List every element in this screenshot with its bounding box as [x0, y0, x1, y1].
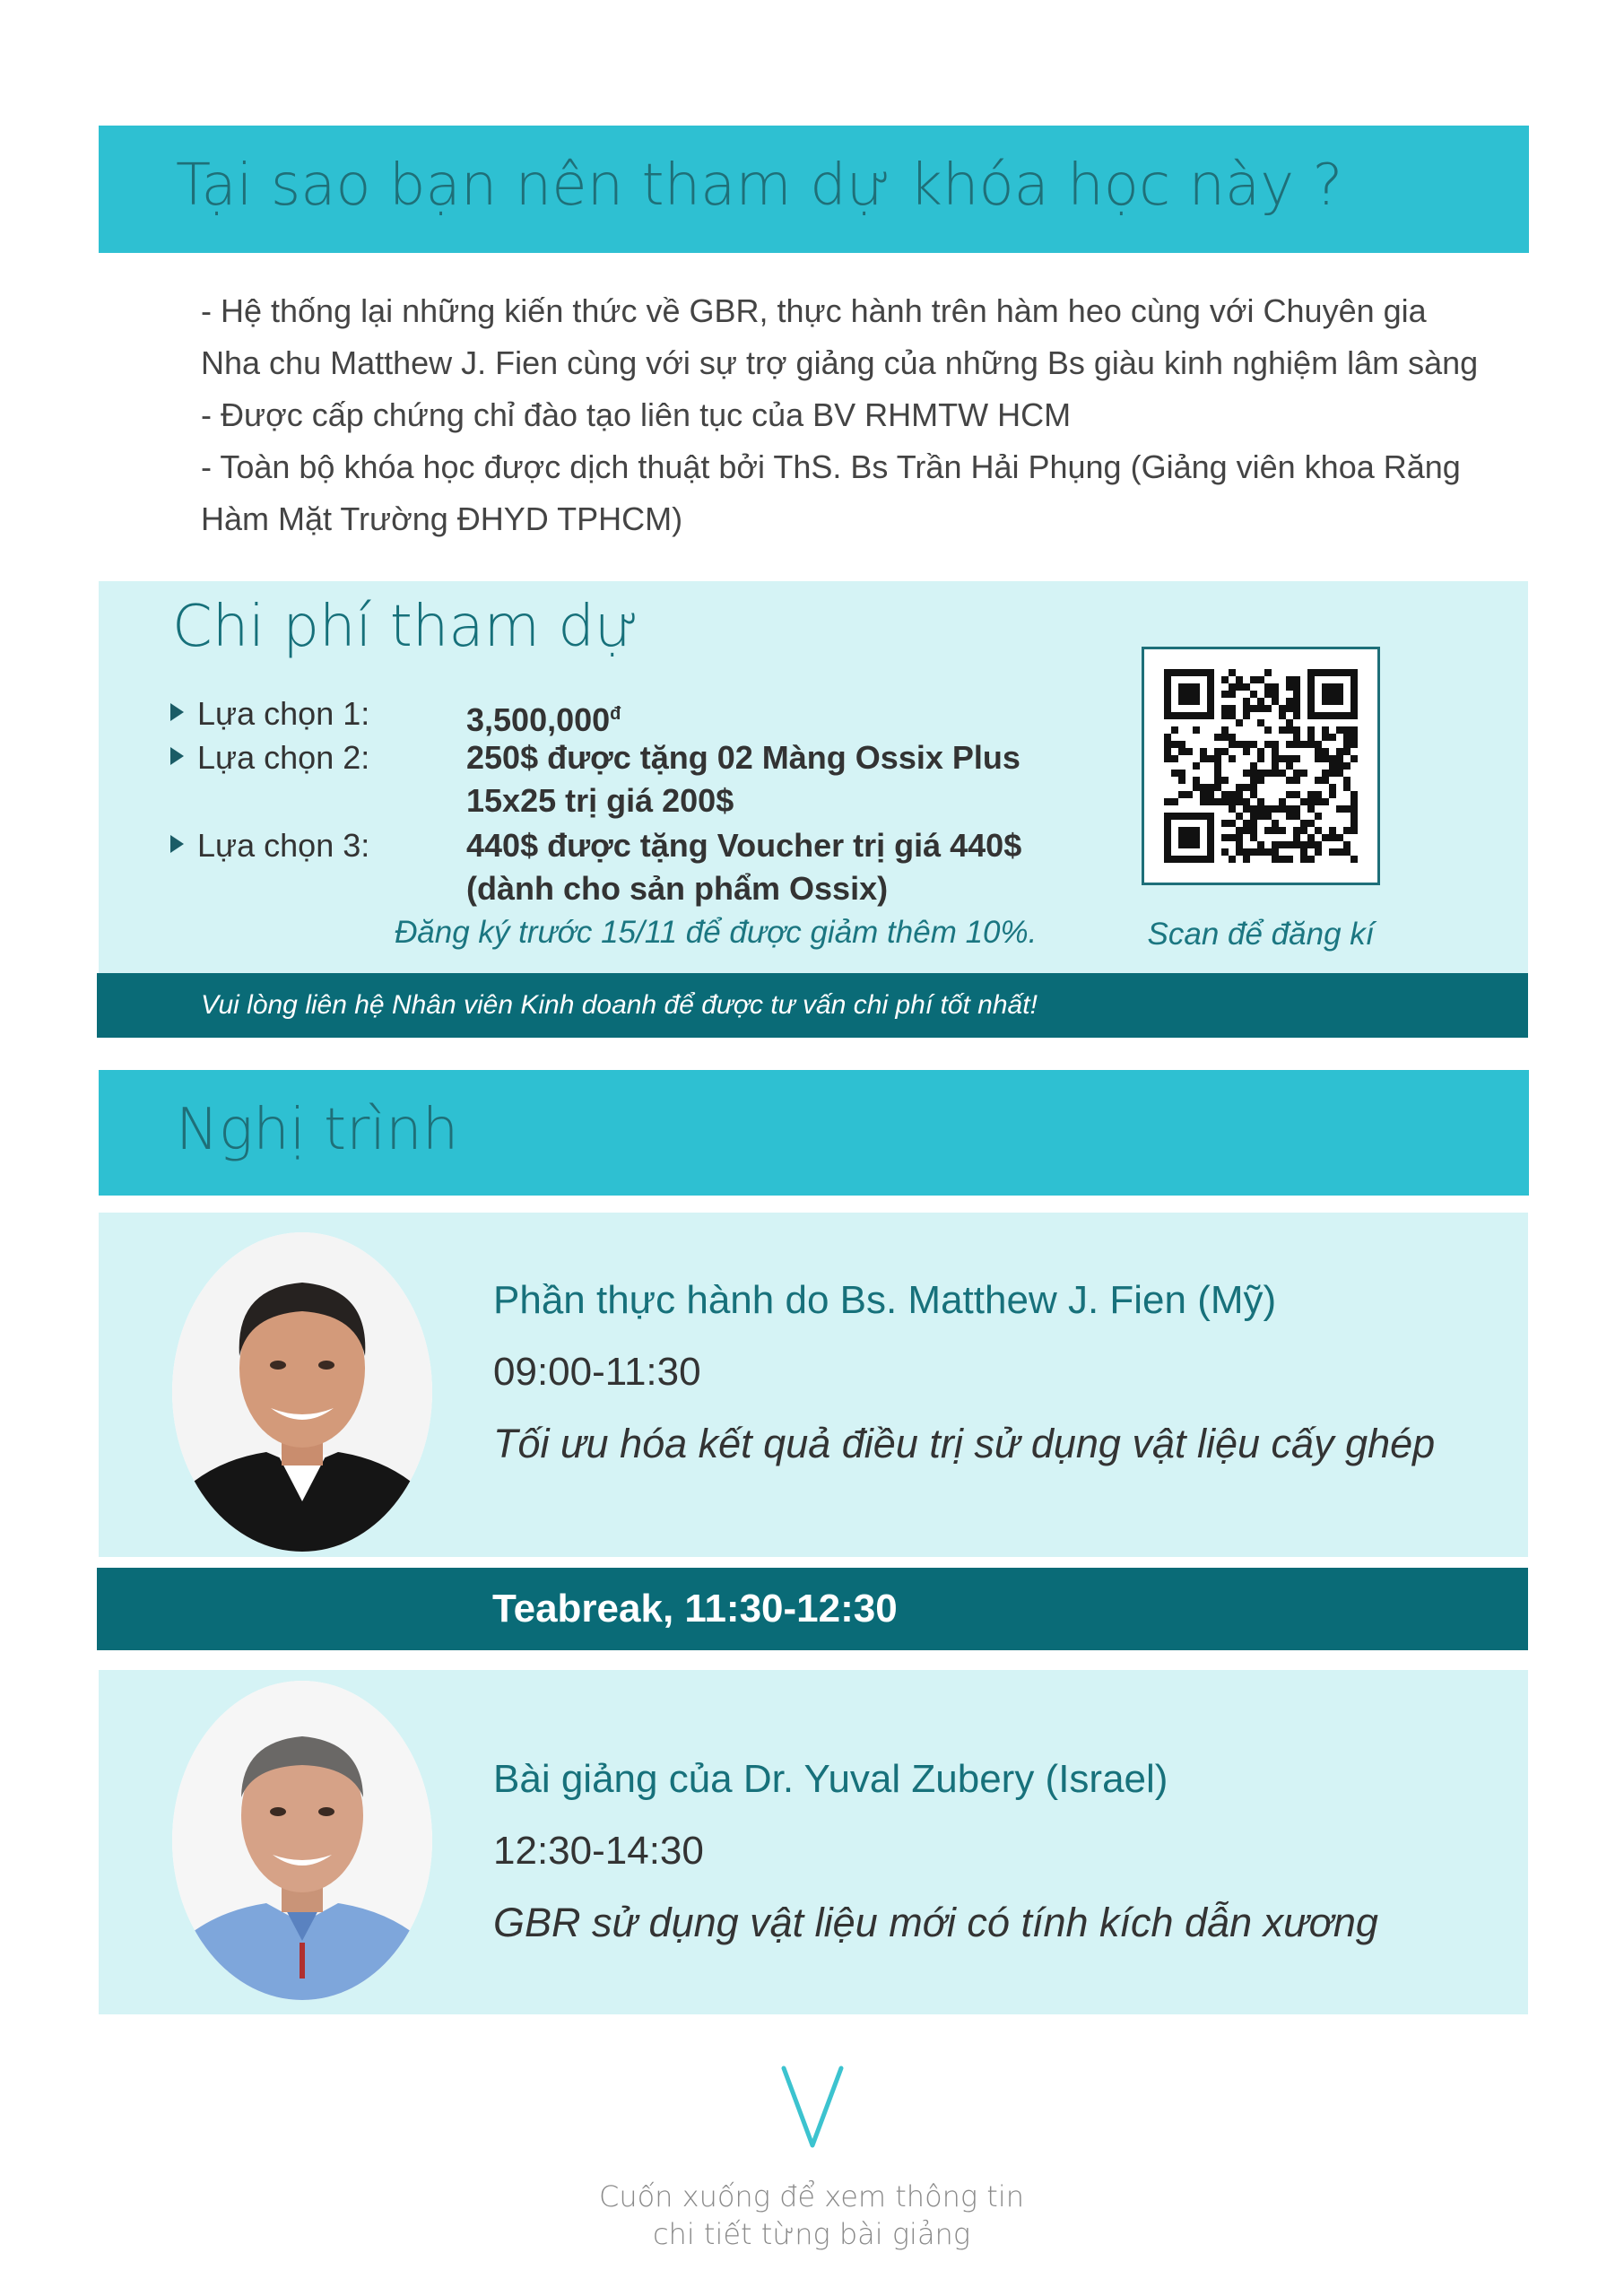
why-list	[201, 285, 1492, 545]
triangle-bullet-icon	[170, 835, 184, 853]
cost-panel	[99, 581, 1528, 973]
qr-code-icon	[1164, 669, 1358, 863]
why-header-band	[99, 126, 1529, 253]
speaker-photo-icon	[172, 1681, 432, 2000]
scroll-hint-line-2: chi tiết từng bài giảng	[652, 2217, 971, 2251]
why-point-1: - Hệ thống lại những kiến thức về GBR, thực hành trên hàm heo cùng với Chuyên gia Nha chu Matthew J. Fien cùng với sự trợ giảng của những Bs giàu kinh nghiệm lâm sàng	[201, 292, 1479, 381]
teabreak-label: Teabreak, 11:30-12:30	[492, 1587, 898, 1631]
option-label: Lựa chọn 2:	[197, 739, 370, 776]
chevron-down-icon[interactable]	[778, 2063, 847, 2152]
qr-finder-pattern	[1168, 673, 1211, 716]
qr-finder-pattern	[1168, 816, 1211, 859]
contact-text: Vui lòng liên hệ Nhân viên Kinh doanh để được tư vấn chi phí tốt nhất!	[201, 990, 1038, 1020]
qr-caption: Scan để đăng kí	[1147, 917, 1375, 952]
qr-code[interactable]	[1142, 647, 1380, 885]
session-card	[99, 1213, 1528, 1557]
qr-finder-pattern	[1311, 673, 1354, 716]
session-title: Phần thực hành do Bs. Matthew J. Fien (Mỹ)	[493, 1278, 1277, 1322]
option-value: 250$ được tặng 02 Màng Ossix Plus 15x25 trị giá 200$	[466, 739, 1020, 819]
option-value: 440$ được tặng Voucher trị giá 440$ (dành cho sản phẩm Ossix)	[466, 827, 1022, 907]
why-title: Tại sao bạn nên tham dự khóa học này ?	[176, 152, 1343, 219]
speaker-photo-icon	[172, 1232, 432, 1552]
option-value: $3,500,000^đ$	[466, 701, 621, 738]
contact-bar	[97, 973, 1528, 1038]
speaker-portrait	[172, 1681, 432, 2000]
teabreak-bar	[97, 1568, 1528, 1650]
session-title: Bài giảng của Dr. Yuval Zubery (Israel)	[493, 1757, 1168, 1801]
scroll-hint	[543, 2178, 1081, 2253]
session-card	[99, 1670, 1528, 2014]
agenda-title: Nghị trình	[176, 1097, 459, 1163]
session-time: 09:00-11:30	[493, 1350, 701, 1394]
triangle-bullet-icon	[170, 747, 184, 765]
early-bird-note: Đăng ký trước 15/11 để được giảm thêm 10%.	[395, 915, 1038, 950]
session-time: 12:30-14:30	[493, 1829, 704, 1873]
option-label: Lựa chọn 3:	[197, 827, 370, 864]
why-point-2: - Được cấp chứng chỉ đào tạo liên tục của BV RHMTW HCM	[201, 396, 1072, 433]
option-label: Lựa chọn 1:	[197, 695, 370, 732]
triangle-bullet-icon	[170, 703, 184, 721]
scroll-hint-line-1: Cuốn xuống để xem thông tin	[598, 2179, 1025, 2213]
speaker-portrait	[172, 1232, 432, 1552]
cost-title: Chi phí tham dự	[172, 594, 639, 660]
session-topic: Tối ưu hóa kết quả điều trị sử dụng vật liệu cấy ghép	[493, 1421, 1436, 1466]
why-point-3: - Toàn bộ khóa học được dịch thuật bởi ThS. Bs Trần Hải Phụng (Giảng viên khoa Răng Hàm Mặt Trường ĐHYD TPHCM)	[201, 448, 1461, 537]
agenda-header-band	[99, 1070, 1529, 1196]
session-topic: GBR sử dụng vật liệu mới có tính kích dẫn xương	[493, 1900, 1378, 1945]
